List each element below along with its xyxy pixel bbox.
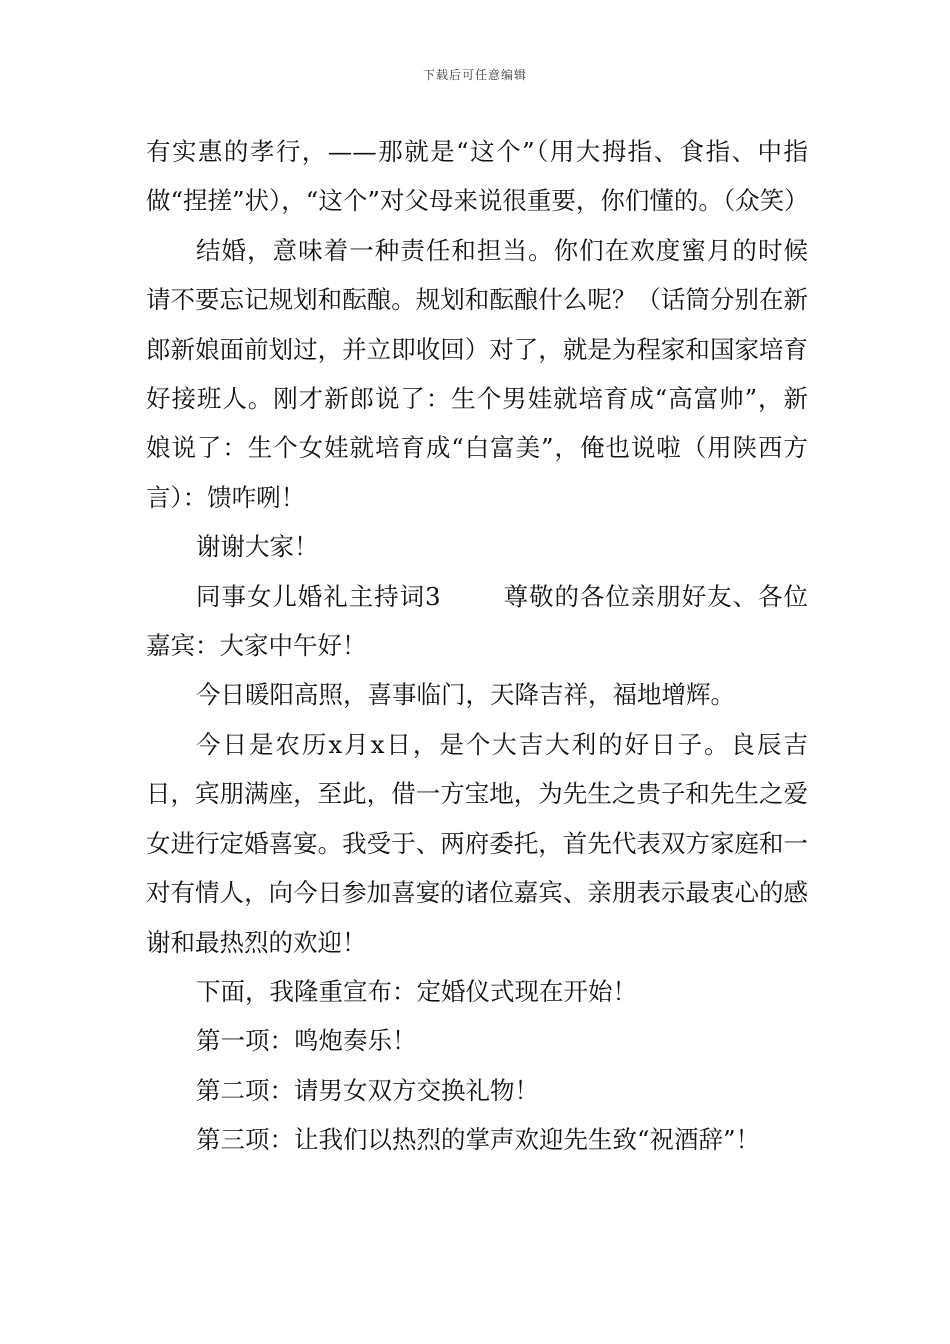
agenda-item-3: 第三项：让我们以热烈的掌声欢迎先生致“祝酒辞”！ — [196, 1125, 761, 1155]
section-greeting: 尊敬的各位亲朋好友、各位嘉宾：大家中午好！ — [146, 581, 808, 661]
paragraph-filial-piety: 有实惠的孝行，——那就是“这个”（用大拇指、食指、中指做“捏搓”状），“这个”对父母来说很重要，你们懂的。（众笑） — [146, 137, 809, 216]
document-body — [146, 127, 808, 1165]
paragraph-thanks: 谢谢大家！ — [196, 532, 319, 562]
agenda-item-2: 第二项：请男女双方交换礼物！ — [196, 1075, 539, 1105]
section-title: 同事女儿婚礼主持词3 — [196, 581, 441, 611]
paragraph-ceremony-start: 下面，我隆重宣布：定婚仪式现在开始！ — [196, 976, 637, 1006]
page-header-note: 下载后可任意编辑 — [422, 68, 527, 82]
paragraph-marriage-responsibility: 结婚，意味着一种责任和担当。你们在欢度蜜月的时候请不要忘记规划和酝酿。规划和酝酿什么呢？（话筒分别在新郎新娘面前划过，并立即收回）对了，就是为程家和国家培育好接班人。刚才新郎说了：生个男娃就培育成“高富帅”，新娘说了：生个女娃就培育成“白富美”，俺也说啦（用陕西方言）：馈咋咧！ — [146, 235, 808, 512]
section-heading — [146, 572, 808, 671]
paragraph-lunar-date: 今日是农历x月x日，是个大吉大利的好日子。良辰吉日，宾朋满座，至此，借一方宝地，为先生之贵子和先生之爱女进行定婚喜宴。我受于、两府委托，首先代表双方家庭和一对有情人，向今日参加喜宴的诸位嘉宾、亲朋表示最衷心的感谢和最热烈的欢迎！ — [146, 729, 808, 957]
agenda-item-1: 第一项：鸣炮奏乐！ — [196, 1026, 417, 1056]
paragraph-sunny-day: 今日暖阳高照，喜事临门，天降吉祥，福地增辉。 — [196, 680, 735, 710]
